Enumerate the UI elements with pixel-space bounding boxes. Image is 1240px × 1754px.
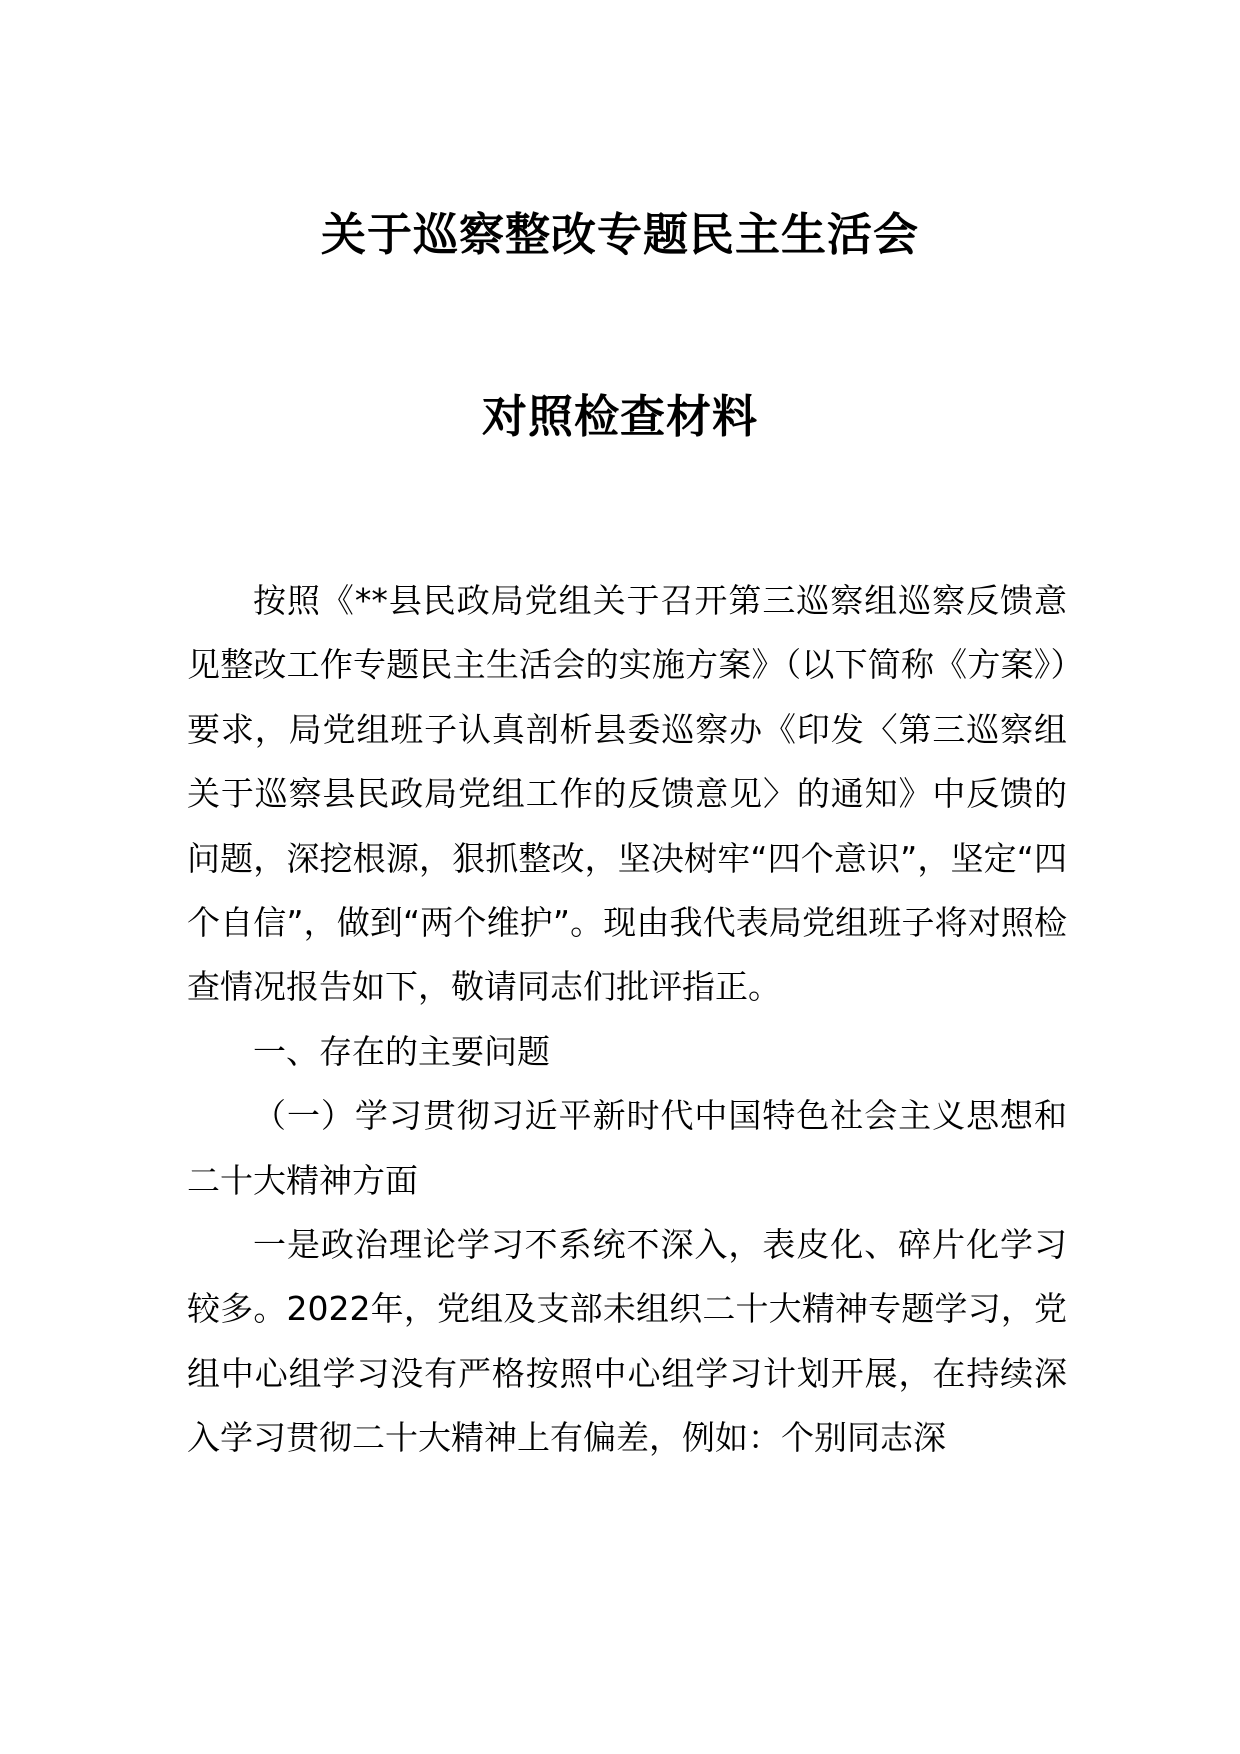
- body-paragraph-1: 一是政治理论学习不系统不深入，表皮化、碎片化学习较多。2022年，党组及支部未组织二十大精神专题学习，党组中心组学习没有严格按照中心组学习计划开展，在持续深入学习贯彻二十大精神上有偏差，例如：个别同志深: [187, 1225, 1067, 1458]
- document-body: [187, 569, 1067, 1471]
- section-heading-1: 一、存在的主要问题: [253, 1031, 550, 1071]
- subsection-heading-1: （一）学习贯彻习近平新时代中国特色社会主义思想和二十大精神方面: [187, 1096, 1067, 1200]
- intro-paragraph: 按照《**县民政局党组关于召开第三巡察组巡察反馈意见整改工作专题民主生活会的实施方案》（以下简称《方案》）要求，局党组班子认真剖析县委巡察办《印发〈第三巡察组关于巡察县民政局党组工作的反馈意见〉的通知》中反馈的问题，深挖根源，狠抓整改，坚决树牢“四个意识”，坚定“四个自信”，做到“两个维护”。现由我代表局党组班子将对照检查情况报告如下，敬请同志们批评指正。: [187, 581, 1067, 1007]
- document-title-line-1: 关于巡察整改专题民主生活会: [320, 208, 919, 261]
- document-title-line-2: 对照检查材料: [481, 390, 758, 443]
